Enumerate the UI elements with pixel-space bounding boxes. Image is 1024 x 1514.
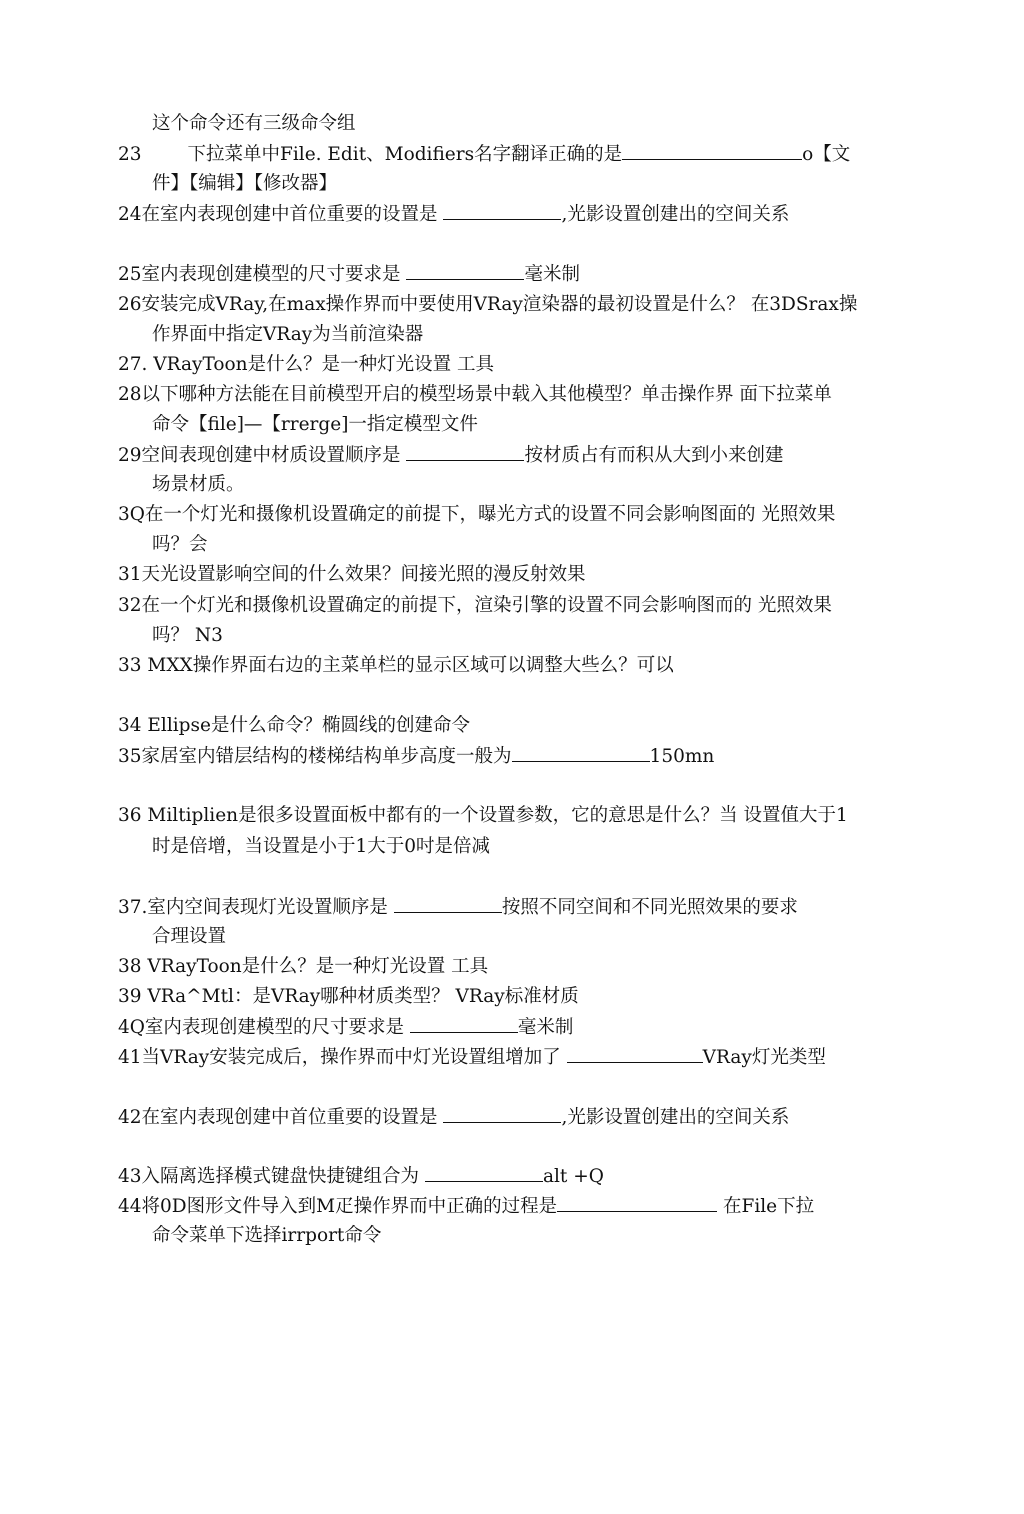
question-37 — [118, 895, 798, 920]
question-43 — [118, 1164, 604, 1189]
answer-line — [152, 473, 245, 497]
question-text: 33 MXX操作界面右边的主菜单栏的显示区域可以调整大些么？可以 — [118, 655, 674, 676]
answer-line — [152, 172, 337, 196]
answer-line — [152, 925, 226, 949]
answer-blank — [557, 1194, 717, 1212]
question-34 — [118, 714, 470, 738]
question-44 — [118, 1194, 814, 1219]
question-text: 41当VRay安装完成后，操作界而中灯光设置组增加了 — [118, 1047, 561, 1068]
answer-line — [152, 413, 478, 437]
question-text: 25室内表现创建模型的尺寸要求是 — [118, 264, 401, 285]
question-text: 29空间表现创建中材质设置顺序是 — [118, 445, 401, 466]
answer-line — [152, 1224, 381, 1248]
answer-text: 毫米制 — [517, 1017, 574, 1038]
question-text: 31天光设置影响空间的什么效果？间接光照的漫反射效果 — [118, 564, 586, 585]
line-text: 这个命令还有三级命令组 — [152, 113, 356, 134]
question-36 — [118, 804, 848, 828]
question-text: 27. VRayToon是什么？是一种灯光设置 工具 — [118, 354, 494, 375]
answer-line — [152, 323, 423, 347]
answer-line — [152, 533, 208, 557]
answer-blank — [443, 1105, 561, 1123]
question-28 — [118, 383, 832, 407]
question-23 — [118, 142, 850, 167]
question-text: 43入隔离选择模式键盘快捷键组合为 — [118, 1166, 420, 1187]
answer-blank — [622, 142, 802, 160]
answer-text: 件】【编辑】【修改器】 — [152, 173, 338, 194]
question-25 — [118, 262, 580, 287]
question-text: 36 Miltiplien是很多设置面板中都有的一个设置参数，它的意思是什么？当 设置值大于1 — [118, 805, 848, 826]
question-26 — [118, 293, 857, 317]
question-33 — [118, 654, 674, 678]
answer-text: 命令【file]—【rrerge]一指定模型文件 — [152, 414, 478, 435]
question-38 — [118, 955, 488, 979]
answer-blank — [406, 262, 524, 280]
question-31 — [118, 563, 586, 587]
answer-blank — [406, 443, 524, 461]
answer-text: 作界面中指定VRay为当前渲染器 — [152, 324, 424, 345]
answer-text: 时是倍增，当设置是小于1大于0吋是倍减 — [152, 836, 491, 857]
question-text: 39 VRa^Mtl：是VRay哪种材质类型？ VRay标准材质 — [118, 986, 579, 1007]
question-text: 44将0D图形文件导入到M疋操作界而中正确的过程是 — [118, 1196, 558, 1217]
question-42 — [118, 1105, 789, 1130]
answer-text: alt +Q — [542, 1166, 604, 1187]
answer-text: 吗？ N3 — [152, 625, 223, 646]
answer-text: ,光影设置创建出的空间关系 — [561, 1107, 790, 1128]
question-text: 24在室内表现创建中首位重要的设置是 — [118, 204, 438, 225]
answer-text: o【文 — [802, 144, 851, 165]
answer-text: 吗？会 — [152, 534, 208, 555]
answer-blank — [394, 895, 502, 913]
answer-text: 命令菜单下选择irrport命令 — [152, 1225, 382, 1246]
question-text: 37.室内空间表现灯光设置顺序是 — [118, 897, 388, 918]
question-29 — [118, 443, 783, 468]
question-text: 4Q室内表现创建模型的尺寸要求是 — [118, 1017, 404, 1038]
answer-text: ,光影设置创建出的空间关系 — [561, 204, 790, 225]
question-text: 下拉菜单中File. Edit、Modifiers名字翻译正确的是 — [187, 144, 623, 165]
text-line — [152, 112, 356, 136]
question-24 — [118, 202, 789, 227]
question-41 — [118, 1045, 826, 1070]
question-text: 38 VRayToon是什么？是一种灯光设置 工具 — [118, 956, 489, 977]
question-39 — [118, 985, 579, 1009]
answer-text: 按照不同空间和不同光照效果的要求 — [501, 897, 798, 918]
answer-blank — [443, 202, 561, 220]
answer-text: 毫米制 — [524, 264, 580, 285]
answer-text: 在File下拉 — [722, 1196, 815, 1217]
question-30 — [118, 503, 835, 527]
question-text: 32在一个灯光和摄像机设置确定的前提下，渲染引擎的设置不同会影响图而的 光照效果 — [118, 595, 832, 616]
question-text: 42在室内表现创建中首位重要的设置是 — [118, 1107, 438, 1128]
answer-text: 按材质占有而积从大到小来创建 — [524, 445, 784, 466]
answer-line — [152, 835, 490, 859]
answer-blank — [425, 1164, 543, 1182]
question-text: 3Q在一个灯光和摄像机设置确定的前提下，曝光方式的设置不同会影响图面的 光照效果 — [118, 504, 836, 525]
answer-text: VRay灯光类型 — [702, 1047, 826, 1068]
question-text: 35家居室内错层结构的楼梯结构单步高度一般为 — [118, 746, 512, 767]
answer-text: 场景材质。 — [152, 474, 245, 495]
question-text: 28以下哪种方法能在目前模型开启的模型场景中载入其他模型？单击操作界 面下拉菜单 — [118, 384, 832, 405]
question-32 — [118, 594, 832, 618]
answer-line — [152, 624, 223, 648]
answer-text: 合理设置 — [152, 926, 227, 947]
answer-text: 150mn — [649, 746, 715, 767]
question-35 — [118, 744, 714, 769]
question-text: 26安装完成VRay,在max操作界而中要使用VRay渲染器的最初设置是什么？ 在3DSrax操 — [118, 294, 858, 315]
answer-blank — [410, 1015, 518, 1033]
answer-blank — [567, 1045, 703, 1063]
answer-blank — [512, 744, 650, 762]
question-40 — [118, 1015, 573, 1040]
question-27 — [118, 353, 494, 377]
question-number: 23 — [118, 144, 142, 165]
question-text: 34 Ellipse是什么命令？椭圆线的创建命令 — [118, 715, 470, 736]
